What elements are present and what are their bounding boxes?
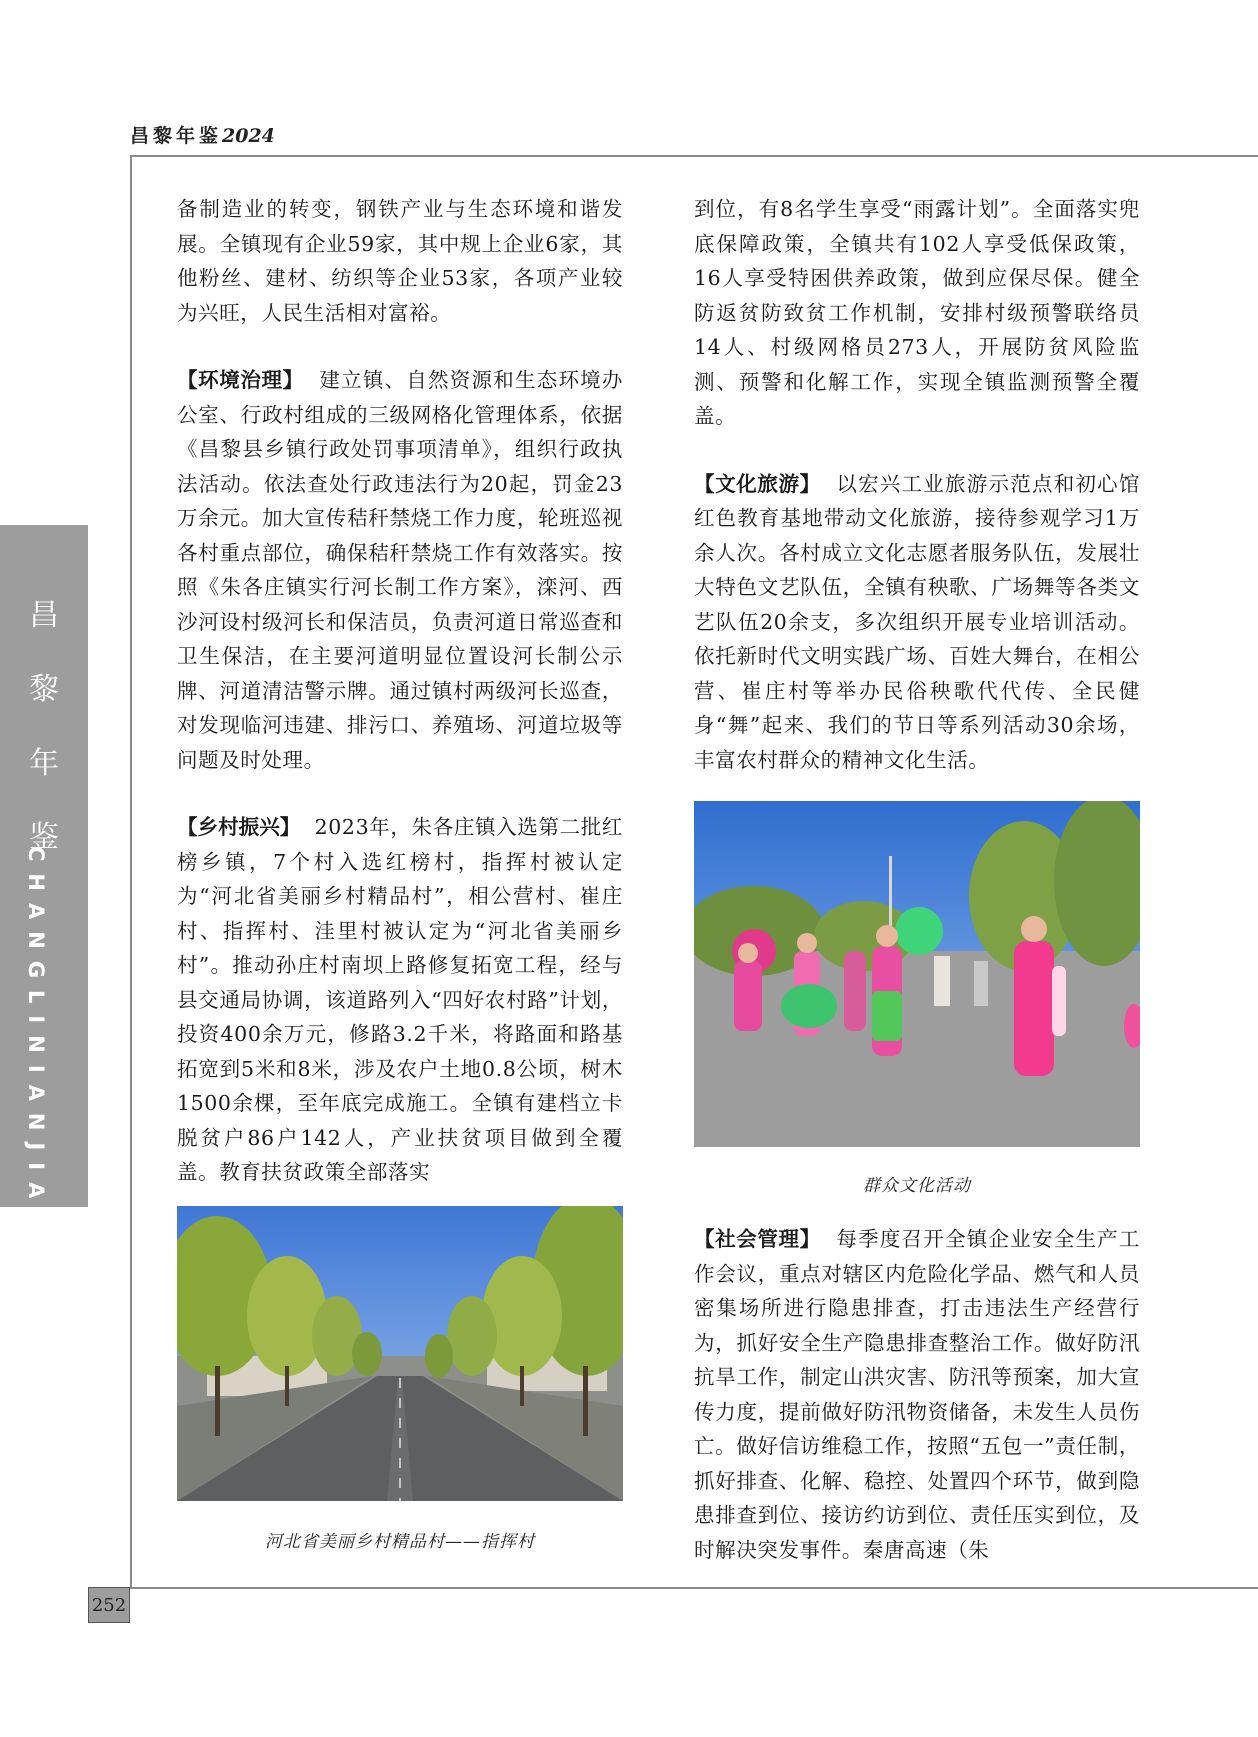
social-paragraph: [694, 1222, 1140, 1567]
side-char: 年: [29, 746, 59, 781]
side-char: 鉴: [29, 820, 59, 855]
photo-caption-left: 河北省美丽乡村精品村——指挥村: [265, 1531, 535, 1552]
header-year: 2024: [222, 125, 275, 147]
section-heading-culture: 【文化旅游】: [694, 471, 821, 496]
rural-text: 2023年，朱各庄镇入选第二批红榜乡镇，7个村入选红榜村，指挥村被认定为“河北省美丽乡村精品村”，相公营村、崔庄村、指挥村、洼里村被认定为“河北省美丽乡村”。推动孙庄村南坝上路修复拓宽工程，经与县交通局协调，该道路列入“四好农村路”计划，投资400余万元，修路3.2千米，将路面和路基拓宽到5米和8米，涉及农户土地0.8公顷，树木1500余棵，至年底完成施工。全镇有建档立卡脱贫户86户142人，产业扶贫项目做到全覆盖。教育扶贫政策全部落实: [177, 815, 624, 1184]
rural-paragraph: [177, 810, 623, 1190]
intro-paragraph-right: 到位，有8名学生享受“雨露计划”。全面落实兜底保障政策，全镇共有102人享受低保政策，16人享受特困供养政策，做到应保尽保。健全防返贫防致贫工作机制，安排村级预警联络员14人、村级网格员273人，开展防贫风险监测、预警和化解工作，实现全镇监测预警全覆盖。: [694, 197, 1140, 428]
frame-top-rule: [130, 155, 1258, 157]
social-text: 每季度召开全镇企业安全生产工作会议，重点对辖区内危险化学品、燃气和人员密集场所进行隐患排查，打击违法生产经营行为，抓好安全生产隐患排查整治工作。做好防汛抗旱工作，制定山洪灾害、防汛等预案，加大宣传力度，提前做好防汛物资储备，未发生人员伤亡。做好信访维稳工作，按照“五包一”责任制，抓好排查、化解、稳控、处置四个环节，做到隐患排查到位、接访约访到位、责任压实到位，及时解决突发事件。秦唐高速（朱: [694, 1227, 1141, 1562]
right-column: [694, 192, 1140, 1567]
village-road-photo: [177, 1206, 623, 1501]
env-paragraph: [177, 363, 623, 777]
page-number: 252: [88, 1587, 130, 1623]
side-tab-pinyin: CHANGLINIANJIAN: [24, 846, 48, 1240]
side-char: 黎: [29, 672, 59, 707]
header-title: 昌黎年鉴: [130, 125, 223, 147]
section-heading-env: 【环境治理】: [177, 368, 304, 392]
side-char: 昌: [29, 598, 59, 633]
left-column: [177, 192, 623, 1552]
culture-text: 以宏兴工业旅游示范点和初心馆红色教育基地带动文化旅游，接待参观学习1万余人次。各村成立文化志愿者服务队伍，发展壮大特色文艺队伍，全镇有秧歌、广场舞等各类文艺队伍20余支，多次组织开展专业培训活动。依托新时代文明实践广场、百姓大舞台，在相公营、崔庄村等举办民俗秧歌代代传、全民健身“舞”起来、我们的节日等系列活动30余场，丰富农村群众的精神文化生活。: [694, 471, 1141, 772]
culture-activity-photo: [694, 801, 1140, 1147]
side-tab-title: [0, 590, 88, 856]
section-heading-social: 【社会管理】: [694, 1227, 821, 1251]
section-heading-rural: 【乡村振兴】: [177, 815, 301, 839]
running-header: [130, 121, 275, 148]
culture-paragraph: [694, 467, 1140, 778]
photo-caption-right: 群众文化活动: [863, 1176, 971, 1196]
frame-left-rule: [130, 155, 132, 1587]
env-text: 建立镇、自然资源和生态环境办公室、行政村组成的三级网格化管理体系，依据《昌黎县乡镇行政处罚事项清单》，组织行政执法活动。依法查处行政违法行为20起，罚金23万余元。加大宣传秸秆禁烧工作力度，轮班巡视各村重点部位，确保秸秆禁烧工作有效落实。按照《朱各庄镇实行河长制工作方案》，滦河、西沙河设村级河长和保洁员，负责河道日常巡查和卫生保洁，在主要河道明显位置设河长制公示牌、河道清洁警示牌。通过镇村两级河长巡查，对发现临河违建、排污口、养殖场、河道垃圾等问题及时处理。: [177, 368, 624, 772]
frame-bottom-rule: [130, 1587, 1258, 1589]
intro-paragraph: 备制造业的转变，钢铁产业与生态环境和谐发展。全镇现有企业59家，其中规上企业6家，其他粉丝、建材、纺织等企业53家，各项产业较为兴旺，人民生活相对富裕。: [177, 197, 623, 325]
